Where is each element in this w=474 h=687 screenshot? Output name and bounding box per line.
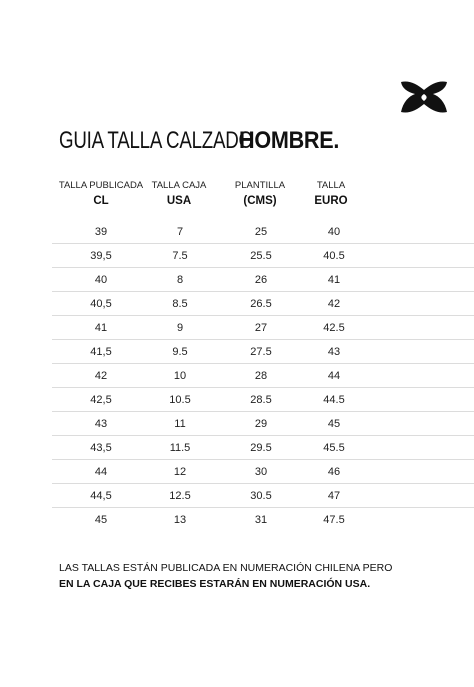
title-bold: HOMBRE. [239, 127, 340, 154]
table-cell: 41,5 [90, 346, 112, 358]
table-cell: 39 [94, 226, 108, 238]
table-cell: 9.5 [172, 346, 188, 358]
table-cell: 42 [327, 298, 341, 310]
table-cell: 43 [327, 346, 341, 358]
table-cell: 44,5 [90, 490, 112, 502]
table-cell: 26 [254, 274, 268, 286]
table-cell: 27.5 [250, 346, 272, 358]
column-header-cl: TALLA PUBLICADA CL [58, 180, 144, 207]
note-line-2: EN LA CAJA QUE RECIBES ESTARÁN EN NUMERACIÓN USA. [59, 578, 371, 590]
table-cell: 25.5 [250, 250, 272, 262]
note-line-1: LAS TALLAS ESTÁN PUBLICADA EN NUMERACIÓN CHILENA PERO [59, 562, 393, 574]
table-cell: 31 [254, 514, 268, 526]
table-cell: 40.5 [323, 250, 345, 262]
table-cell: 42 [94, 370, 108, 382]
table-row [52, 436, 474, 460]
table-cell: 40 [94, 274, 108, 286]
table-cell: 39,5 [90, 250, 112, 262]
table-cell: 45.5 [323, 442, 345, 454]
size-table [52, 220, 474, 532]
table-cell: 25 [254, 226, 268, 238]
table-cell: 42,5 [90, 394, 112, 406]
table-cell: 13 [173, 514, 187, 526]
table-cell: 8.5 [172, 298, 188, 310]
table-row [52, 340, 474, 364]
table-cell: 47 [327, 490, 341, 502]
table-cell: 29 [254, 418, 268, 430]
table-row [52, 412, 474, 436]
table-cell: 45 [94, 514, 108, 526]
table-cell: 45 [327, 418, 341, 430]
table-cell: 30 [254, 466, 268, 478]
column-header-usa: TALLA CAJA USA [151, 180, 207, 207]
table-cell: 7 [176, 226, 184, 238]
table-row [52, 268, 474, 292]
table-row [52, 244, 474, 268]
footer-note [59, 560, 392, 592]
page-title [59, 126, 340, 156]
table-cell: 43,5 [90, 442, 112, 454]
table-row [52, 316, 474, 340]
table-cell: 12.5 [169, 490, 191, 502]
table-row [52, 388, 474, 412]
column-header-euro: TALLA EURO [314, 180, 348, 207]
table-cell: 11.5 [169, 442, 191, 454]
table-cell: 12 [173, 466, 187, 478]
table-row [52, 484, 474, 508]
table-cell: 10 [173, 370, 187, 382]
table-cell: 44 [94, 466, 108, 478]
table-cell: 30.5 [250, 490, 272, 502]
table-cell: 10.5 [169, 394, 191, 406]
table-row [52, 460, 474, 484]
table-cell: 26.5 [250, 298, 272, 310]
table-cell: 40 [327, 226, 341, 238]
title-light: GUIA TALLA CALZADO [59, 127, 253, 154]
table-cell: 40,5 [90, 298, 112, 310]
table-cell: 11 [174, 418, 186, 430]
table-cell: 8 [176, 274, 184, 286]
table-cell: 28.5 [250, 394, 272, 406]
column-header-cms: PLANTILLA (CMS) [234, 180, 286, 207]
table-cell: 27 [254, 322, 268, 334]
table-row [52, 220, 474, 244]
table-cell: 44.5 [323, 394, 345, 406]
table-row [52, 508, 474, 532]
table-cell: 43 [94, 418, 108, 430]
table-row [52, 292, 474, 316]
table-cell: 29.5 [250, 442, 272, 454]
table-cell: 44 [327, 370, 341, 382]
table-cell: 41 [94, 322, 108, 334]
table-row [52, 364, 474, 388]
table-cell: 9 [176, 322, 184, 334]
table-cell: 7.5 [172, 250, 188, 262]
under-armour-logo-icon [399, 80, 449, 114]
table-cell: 28 [254, 370, 268, 382]
table-cell: 42.5 [323, 322, 345, 334]
table-cell: 46 [327, 466, 341, 478]
table-cell: 41 [327, 274, 341, 286]
table-cell: 47.5 [323, 514, 345, 526]
